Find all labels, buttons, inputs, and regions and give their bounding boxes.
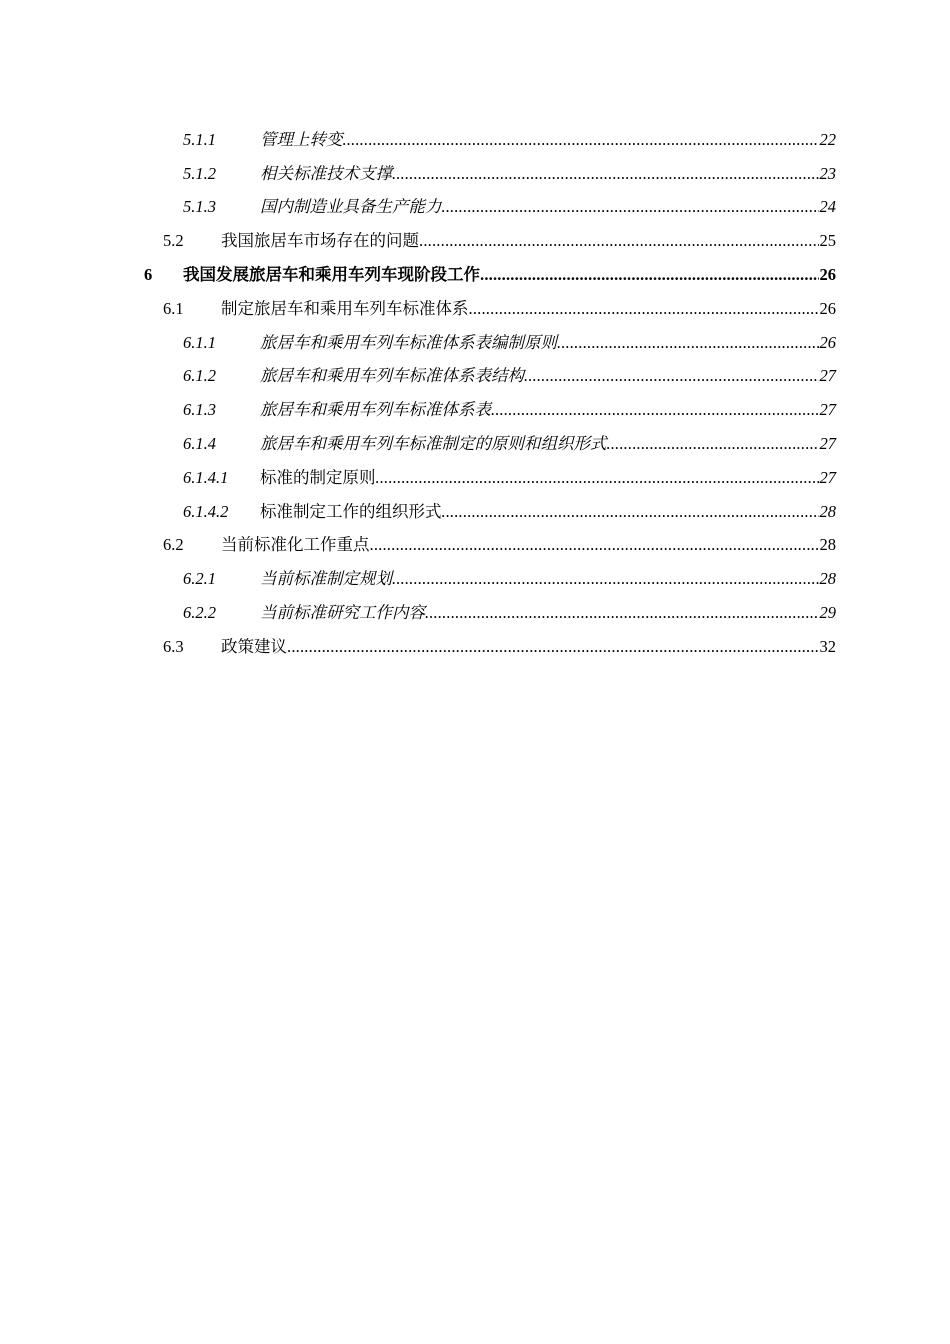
toc-entry-page: 28 [819,569,836,589]
toc-entry-number: 5.1.3 [183,197,216,217]
toc-leader-dots [392,569,836,589]
toc-entry-page: 27 [819,400,836,420]
toc-entry-number: 6.2.2 [183,603,216,623]
toc-entry-title: 标准的制定原则 [260,467,376,487]
toc-entry-title: 相关标准技术支撑 [260,163,392,183]
toc-entry-page: 24 [819,197,836,217]
toc-entry-title: 我国发展旅居车和乘用车列车现阶段工作 [183,265,480,285]
toc-entry-number: 6.1.4.1 [183,467,229,487]
toc-entry-title: 制定旅居车和乘用车列车标准体系 [221,298,469,318]
toc-entry-page: 26 [819,298,836,318]
toc-entry-6-2-2[interactable] [0,596,950,630]
toc-entry-title: 标准制定工作的组织形式 [260,501,442,521]
toc-entry-page: 25 [819,231,836,251]
toc-leader-dots [491,400,836,420]
toc-entry-page: 27 [819,366,836,386]
toc-entry-page: 26 [819,265,836,285]
toc-entry-page: 28 [819,501,836,521]
toc-entry-number: 6.2 [163,535,184,555]
toc-entry-6[interactable] [0,258,950,292]
toc-entry-6-1-4[interactable] [0,427,950,461]
toc-entry-6-1-4-2[interactable] [0,495,950,529]
toc-entry-number: 6.3 [163,636,184,656]
toc-leader-dots [392,164,836,184]
toc-entry-number: 6.1.3 [183,400,216,420]
toc-entry-title: 旅居车和乘用车列车标准体系表结构 [260,366,524,386]
toc-entry-title: 当前标准化工作重点 [221,535,370,555]
toc-entry-5-1-2[interactable] [0,157,950,191]
toc-entry-number: 6.1.4.2 [183,501,229,521]
toc-entry-page: 26 [819,332,836,352]
toc-entry-number: 5.2 [163,231,184,251]
toc-entry-6-1-2[interactable] [0,360,950,394]
toc-entry-number: 6 [144,265,153,285]
toc-entry-number: 6.1.2 [183,366,216,386]
toc-leader-dots [480,265,836,285]
toc-entry-title: 旅居车和乘用车列车标准体系表编制原则 [260,332,557,352]
table-of-contents [0,123,950,664]
toc-leader-dots [607,434,837,454]
toc-leader-dots [425,603,836,623]
toc-entry-page: 28 [819,535,836,555]
toc-leader-dots [419,231,836,251]
toc-leader-dots [442,502,837,522]
toc-leader-dots [469,299,837,319]
toc-entry-number: 6.1.4 [183,434,216,454]
toc-entry-title: 国内制造业具备生产能力 [260,197,442,217]
toc-entry-6-1-3[interactable] [0,393,950,427]
toc-entry-5-1-1[interactable] [0,123,950,157]
toc-entry-page: 23 [819,163,836,183]
toc-leader-dots [287,637,836,657]
toc-entry-6-2[interactable] [0,529,950,563]
toc-entry-6-1-1[interactable] [0,326,950,360]
toc-leader-dots [370,535,837,555]
toc-entry-title: 当前标准制定规划 [260,569,392,589]
toc-entry-page: 22 [819,129,836,149]
toc-leader-dots [442,197,837,217]
toc-leader-dots [557,333,836,353]
toc-entry-number: 5.1.1 [183,129,216,149]
toc-entry-number: 6.1 [163,298,184,318]
toc-leader-dots [343,130,837,150]
toc-entry-5-2[interactable] [0,224,950,258]
toc-entry-6-1-4-1[interactable] [0,461,950,495]
toc-entry-number: 6.1.1 [183,332,216,352]
toc-entry-title: 我国旅居车市场存在的问题 [221,231,419,251]
toc-entry-title: 管理上转变 [260,129,343,149]
toc-entry-number: 6.2.1 [183,569,216,589]
toc-entry-6-1[interactable] [0,292,950,326]
toc-entry-page: 29 [819,603,836,623]
toc-entry-title: 旅居车和乘用车列车标准体系表 [260,400,491,420]
toc-entry-page: 32 [819,636,836,656]
toc-entry-title: 当前标准研究工作内容 [260,603,425,623]
toc-entry-title: 政策建议 [221,636,287,656]
toc-entry-number: 5.1.2 [183,163,216,183]
toc-entry-title: 旅居车和乘用车列车标准制定的原则和组织形式 [260,434,607,454]
toc-entry-page: 27 [819,467,836,487]
toc-entry-6-3[interactable] [0,630,950,664]
toc-leader-dots [376,468,837,488]
toc-entry-5-1-3[interactable] [0,191,950,225]
toc-entry-6-2-1[interactable] [0,562,950,596]
toc-leader-dots [524,366,836,386]
toc-entry-page: 27 [819,434,836,454]
